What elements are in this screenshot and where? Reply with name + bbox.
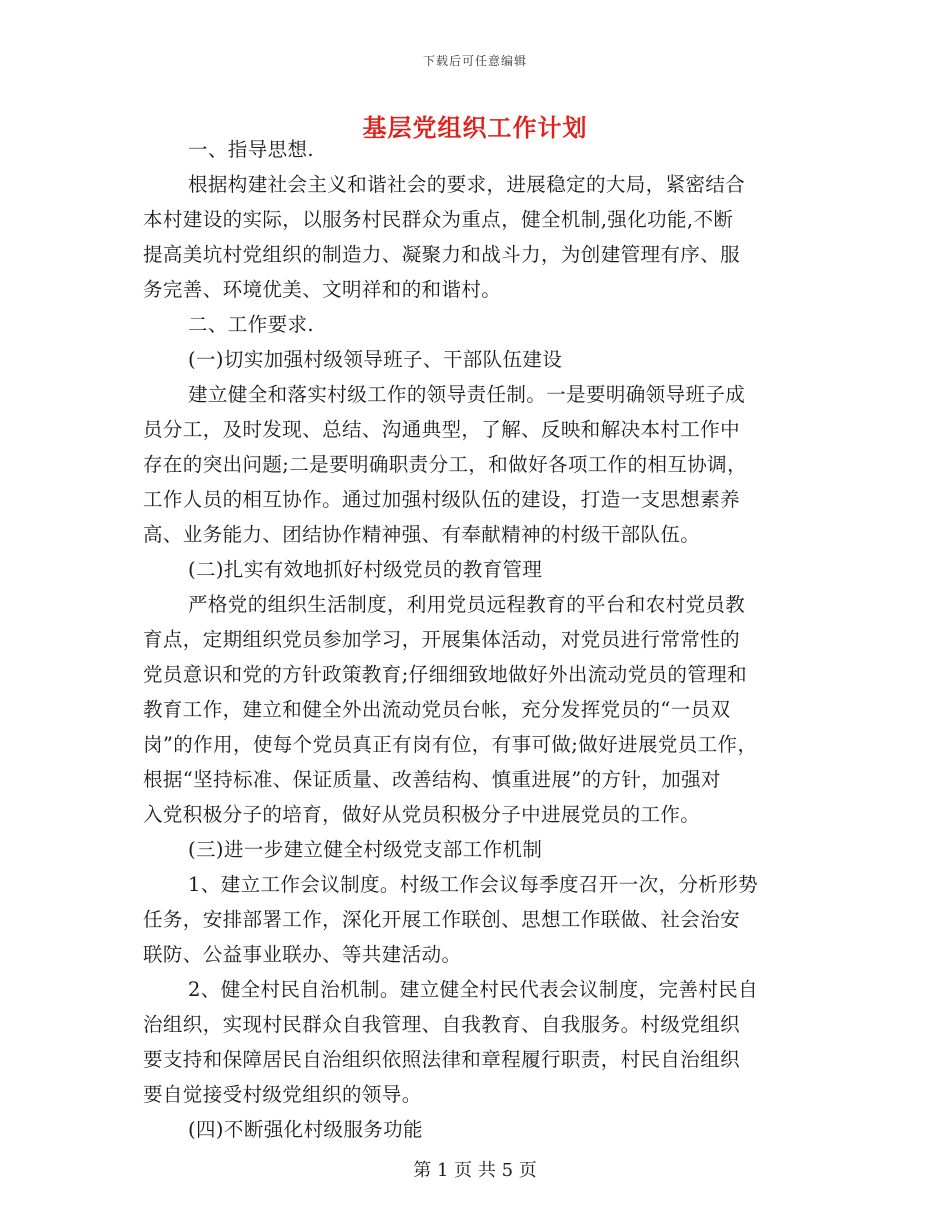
document-body xyxy=(143,132,811,1147)
body-line: 岗”的作用，使每个党员真正有岗有位，有事可做;做好进展党员工作， xyxy=(143,733,758,756)
body-line: (一)切实加强村级领导班子、干部队伍建设 xyxy=(188,348,563,371)
body-line: 要自觉接受村级党组织的领导。 xyxy=(143,1083,422,1106)
body-line: 一、指导思想. xyxy=(188,138,314,161)
body-line: 本村建设的实际，以服务村民群众为重点，健全机制,强化功能,不断 xyxy=(143,208,734,231)
body-line: 教育工作，建立和健全外出流动党员台帐，充分发挥党员的“一员双 xyxy=(143,698,731,721)
body-line: 建立健全和落实村级工作的领导责任制。一是要明确领导班子成 xyxy=(188,383,746,406)
body-line: 治组织，实现村民群众自我管理、自我教育、自我服务。村级党组织 xyxy=(143,1013,741,1036)
body-line: 存在的突出问题;二是要明确职责分工，和做好各项工作的相互协调， xyxy=(143,453,747,476)
body-line: 联防、公益事业联办、等共建活动。 xyxy=(143,943,462,966)
body-line: 提高美坑村党组织的制造力、凝聚力和战斗力，为创建管理有序、服 xyxy=(143,243,741,266)
body-line: 严格党的组织生活制度，利用党员远程教育的平台和农村党员教 xyxy=(188,593,746,616)
body-line: 育点，定期组织党员参加学习，开展集体活动，对党员进行常常性的 xyxy=(143,628,741,651)
body-line: 根据构建社会主义和谐社会的要求，进展稳定的大局，紧密结合 xyxy=(188,173,746,196)
body-line: 务完善、环境优美、文明祥和的和谐村。 xyxy=(143,278,502,301)
body-line: 员分工，及时发现、总结、沟通典型，了解、反映和解决本村工作中 xyxy=(143,418,741,441)
body-line: (三)进一步建立健全村级党支部工作机制 xyxy=(188,838,543,861)
page-footer: 第 1 页 共 5 页 xyxy=(413,1160,537,1181)
header-note: 下载后可任意编辑 xyxy=(422,54,527,68)
body-line: 根据“坚持标准、保证质量、改善结构、慎重进展”的方针，加强对 xyxy=(143,768,721,791)
body-line: 入党积极分子的培育，做好从党员积极分子中进展党员的工作。 xyxy=(143,803,701,826)
body-line: 党员意识和党的方针政策教育;仔细细致地做好外出流动党员的管理和 xyxy=(143,663,747,686)
body-line: 工作人员的相互协作。通过加强村级队伍的建设，打造一支思想素养 xyxy=(143,488,741,511)
body-line: 要支持和保障居民自治组织依照法律和章程履行职责，村民自治组织 xyxy=(143,1048,741,1071)
body-line: 高、业务能力、团结协作精神强、有奉献精神的村级干部队伍。 xyxy=(143,523,701,546)
body-line: 1、建立工作会议制度。村级工作会议每季度召开一次，分析形势 xyxy=(188,873,759,896)
body-line: 2、健全村民自治机制。建立健全村民代表会议制度，完善村民自 xyxy=(188,978,759,1001)
body-line: 二、工作要求. xyxy=(188,313,314,336)
body-line: (二)扎实有效地抓好村级党员的教育管理 xyxy=(188,558,543,581)
body-line: 任务，安排部署工作，深化开展工作联创、思想工作联做、社会治安 xyxy=(143,908,741,931)
document-title: 基层党组织工作计划 xyxy=(362,113,588,142)
body-line: (四)不断强化村级服务功能 xyxy=(188,1118,423,1141)
